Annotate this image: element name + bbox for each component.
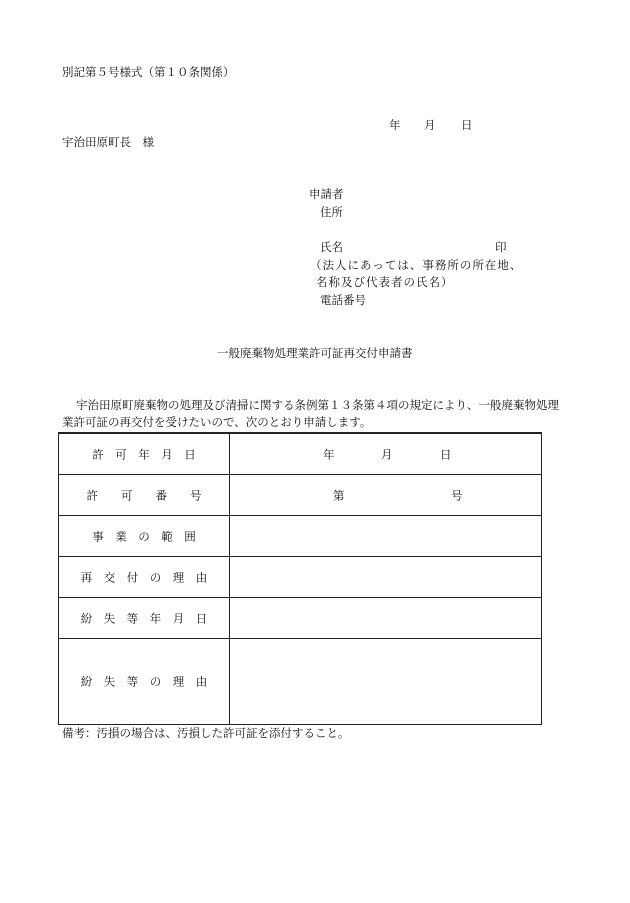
- table-row-loss-date: [59, 597, 541, 639]
- seal-mark: 印: [495, 240, 507, 254]
- remarks-note: 備考：汚損の場合は、汚損した許可証を添付すること。: [62, 726, 350, 740]
- permit-number-suffix: 号: [451, 487, 463, 502]
- body-text-line2: 業許可証の再交付を受けたいので、次のとおり申請します。: [62, 415, 372, 429]
- permit-date-year-label: 年: [323, 446, 335, 461]
- table-row-permit-number: [59, 474, 541, 516]
- application-details-table: [58, 432, 542, 725]
- date-month-label: 月: [424, 118, 436, 132]
- table-row-reissue-reason: [59, 556, 541, 598]
- body-text-line1: 宇治田原町廃棄物の処理及び清掃に関する条例第１３条第４項の規定により、一般廃棄物処理: [76, 398, 559, 412]
- date-year-label: 年: [389, 118, 401, 132]
- applicant-address-label: 住所: [320, 205, 343, 219]
- row-label: 許 可 番 号: [86, 487, 202, 502]
- row-label: 紛 失 等 年 月 日: [80, 610, 208, 625]
- corporate-note-line1: （法人にあっては、事務所の所在地、: [310, 258, 523, 272]
- applicant-phone-label: 電話番号: [320, 293, 366, 307]
- permit-date-day-label: 日: [440, 446, 452, 461]
- table-row-business-scope: [59, 515, 541, 557]
- date-day-label: 日: [461, 118, 473, 132]
- corporate-note-line2: 名称及び代表者の氏名）: [316, 275, 454, 289]
- row-label: 紛 失 等 の 理 由: [80, 674, 208, 689]
- applicant-name-label: 氏名: [320, 240, 343, 254]
- table-row-permit-date: [59, 433, 541, 475]
- row-label: 再 交 付 の 理 由: [80, 569, 208, 584]
- addressee: 宇治田原町長 様: [62, 135, 154, 149]
- table-row-loss-reason: [59, 638, 541, 725]
- row-label: 事 業 の 範 囲: [92, 528, 196, 543]
- permit-number-prefix: 第: [333, 487, 345, 502]
- permit-date-month-label: 月: [381, 446, 393, 461]
- row-label: 許 可 年 月 日: [92, 446, 196, 461]
- applicant-heading: 申請者: [309, 187, 344, 201]
- form-number: 別記第５号様式（第１０条関係）: [62, 65, 235, 79]
- document-title: 一般廃棄物処理業許可証再交付申請書: [217, 346, 413, 360]
